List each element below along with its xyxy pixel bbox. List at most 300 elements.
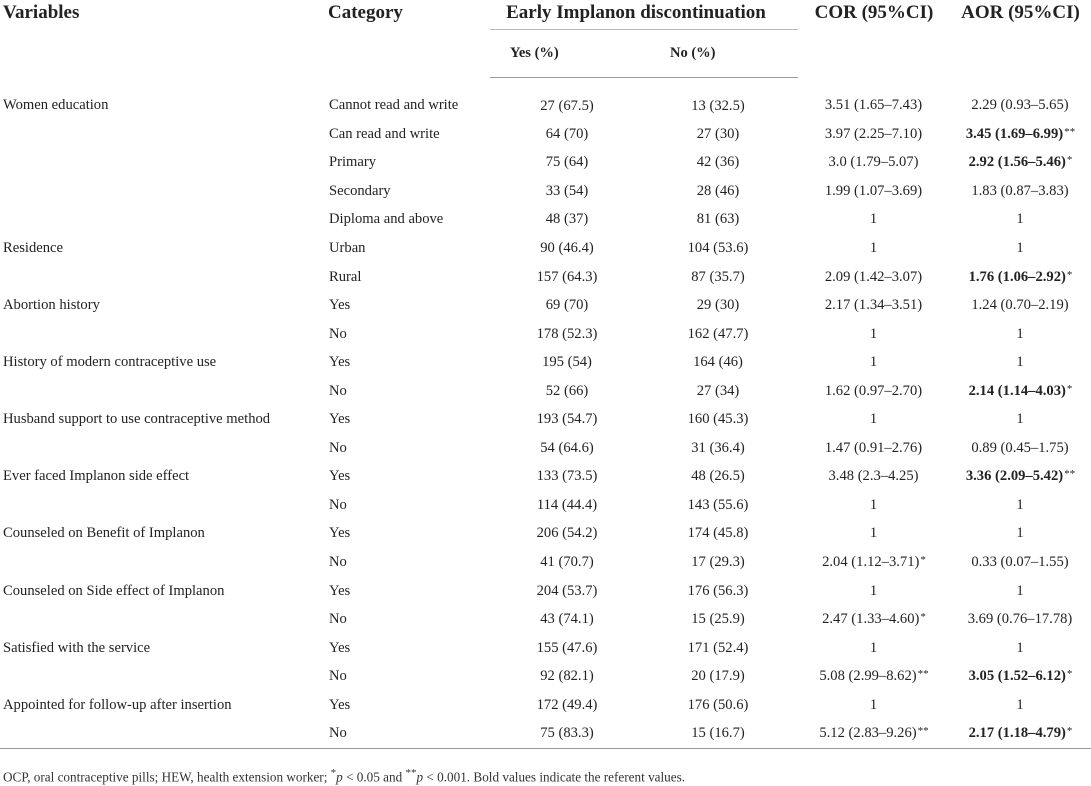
- cell-yes: [490, 662, 650, 691]
- cell-category-value: No: [329, 725, 347, 742]
- cell-no-value: 143 (55.6): [687, 496, 749, 513]
- table-row: [0, 691, 1091, 720]
- cell-cor-value: 1: [869, 582, 878, 599]
- cell-variable: [0, 605, 328, 634]
- cell-variable-value: Satisfied with the service: [3, 639, 151, 656]
- cell-no-value: 17 (29.3): [691, 553, 745, 570]
- cell-variable: [0, 348, 328, 377]
- cell-yes-value: 206 (54.2): [536, 525, 598, 542]
- cell-yes-value: 75 (64): [545, 154, 589, 171]
- cell-aor: [950, 577, 1091, 606]
- cell-no-value: 28 (46): [696, 182, 740, 199]
- cell-cor-stars: *: [920, 553, 926, 566]
- cell-category: [328, 405, 490, 434]
- cell-yes: [490, 149, 650, 178]
- table-row: [0, 719, 1091, 748]
- cell-aor: [950, 605, 1091, 634]
- cell-cor: [798, 605, 950, 634]
- footnote-star-1: *: [330, 767, 337, 779]
- table-row: [0, 577, 1091, 606]
- cell-aor-value: 1: [1016, 211, 1024, 228]
- cell-variable-value: Counseled on Benefit of Implanon: [3, 525, 205, 542]
- cell-category-value: Yes: [329, 297, 351, 314]
- cell-no: [650, 548, 798, 577]
- table-row: [0, 377, 1091, 406]
- header-yes: Yes (%): [490, 30, 650, 78]
- cell-category: [328, 149, 490, 178]
- cell-yes-value: 75 (83.3): [540, 725, 594, 742]
- cell-variable: [0, 78, 328, 121]
- cell-cor-value: 1: [869, 325, 878, 342]
- cell-no-value: 160 (45.3): [687, 411, 749, 428]
- cell-category: [328, 520, 490, 549]
- cell-cor-value: 1: [869, 639, 878, 656]
- cell-aor-value: 3.05 (1.52–6.12): [968, 668, 1066, 685]
- cell-no-value: 104 (53.6): [687, 239, 749, 256]
- table-row: [0, 548, 1091, 577]
- cell-variable: [0, 691, 328, 720]
- cell-variable: [0, 434, 328, 463]
- cell-category-value: Yes: [329, 525, 351, 542]
- cell-yes-value: 155 (47.6): [536, 639, 598, 656]
- cell-aor-value: 1: [1016, 582, 1024, 599]
- cell-cor-stars: *: [920, 611, 926, 624]
- table-row: [0, 491, 1091, 520]
- cell-category-value: Primary: [329, 154, 377, 171]
- cell-yes-value: 133 (73.5): [536, 468, 598, 485]
- cell-variable: [0, 634, 328, 663]
- cell-aor: [950, 78, 1091, 121]
- cell-aor: [950, 348, 1091, 377]
- cell-no: [650, 662, 798, 691]
- cell-aor: [950, 662, 1091, 691]
- cell-no-value: 15 (16.7): [691, 725, 745, 742]
- cell-no-value: 48 (26.5): [691, 468, 745, 485]
- cell-cor-value: 1: [869, 354, 878, 371]
- cell-no: [650, 320, 798, 349]
- cell-no: [650, 120, 798, 149]
- cell-cor-value: 5.12 (2.83–9.26): [819, 725, 917, 742]
- cell-category-value: Yes: [329, 411, 351, 428]
- cell-yes-value: 172 (49.4): [536, 696, 598, 713]
- cell-category: [328, 577, 490, 606]
- table-row: [0, 662, 1091, 691]
- cell-no-value: 87 (35.7): [691, 268, 745, 285]
- cell-aor: [950, 263, 1091, 292]
- cell-yes: [490, 177, 650, 206]
- cell-category: [328, 177, 490, 206]
- table-row: [0, 405, 1091, 434]
- table-row: [0, 291, 1091, 320]
- cell-variable: [0, 662, 328, 691]
- cell-category-value: No: [329, 439, 347, 456]
- cell-category-value: Diploma and above: [329, 211, 444, 228]
- cell-yes: [490, 377, 650, 406]
- table-body: [0, 78, 1091, 749]
- cell-category-value: No: [329, 496, 347, 513]
- table-row: [0, 120, 1091, 149]
- cell-variable: [0, 520, 328, 549]
- cell-aor-value: 3.36 (2.09–5.42): [965, 468, 1064, 485]
- cell-yes: [490, 520, 650, 549]
- cell-no-value: 174 (45.8): [687, 525, 749, 542]
- cell-category: [328, 291, 490, 320]
- cell-variable: [0, 120, 328, 149]
- header-variables: Variables: [3, 2, 80, 23]
- table-row: [0, 234, 1091, 263]
- cell-aor-value: 1: [1016, 525, 1024, 542]
- cell-variable: [0, 491, 328, 520]
- cell-cor-value: 1.99 (1.07–3.69): [824, 182, 923, 199]
- cell-variable-value: Ever faced Implanon side effect: [3, 468, 190, 485]
- cell-aor-value: 1.83 (0.87–3.83): [971, 182, 1069, 199]
- cell-variable: [0, 320, 328, 349]
- cell-aor-value: 1: [1016, 325, 1024, 342]
- cell-no: [650, 491, 798, 520]
- cell-no: [650, 234, 798, 263]
- footnote-p-2: p: [416, 769, 424, 785]
- cell-variable: [0, 206, 328, 235]
- cell-cor: [798, 520, 950, 549]
- cell-aor-value: 3.69 (0.76–17.78): [967, 611, 1073, 628]
- cell-cor: [798, 662, 950, 691]
- cell-no: [650, 605, 798, 634]
- cell-category: [328, 662, 490, 691]
- cell-category: [328, 348, 490, 377]
- cell-yes-value: 69 (70): [545, 297, 589, 314]
- cell-yes-value: 90 (46.4): [540, 239, 594, 256]
- cell-variable: [0, 177, 328, 206]
- cell-yes-value: 41 (70.7): [540, 553, 594, 570]
- cell-variable: [0, 577, 328, 606]
- cell-aor: [950, 377, 1091, 406]
- cell-no: [650, 520, 798, 549]
- cell-no-value: 176 (56.3): [687, 582, 749, 599]
- cell-aor: [950, 719, 1091, 748]
- cell-category: [328, 548, 490, 577]
- cell-yes-value: 157 (64.3): [536, 268, 598, 285]
- cell-cor: [798, 177, 950, 206]
- cell-cor-value: 2.47 (1.33–4.60): [822, 611, 920, 628]
- cell-cor: [798, 548, 950, 577]
- cell-cor: [798, 234, 950, 263]
- cell-yes-value: 52 (66): [545, 382, 589, 399]
- cell-category: [328, 719, 490, 748]
- cell-aor-value: 3.45 (1.69–6.99): [965, 125, 1064, 142]
- table-row: [0, 434, 1091, 463]
- cell-category: [328, 463, 490, 492]
- cell-yes: [490, 577, 650, 606]
- cell-aor: [950, 234, 1091, 263]
- cell-yes: [490, 320, 650, 349]
- cell-yes-value: 48 (37): [545, 211, 589, 228]
- header-category: Category: [328, 2, 403, 23]
- cell-variable: [0, 719, 328, 748]
- cell-cor-value: 2.09 (1.42–3.07): [824, 268, 923, 285]
- cell-yes-value: 178 (52.3): [536, 325, 598, 342]
- footnote-star-2: **: [405, 767, 417, 779]
- cell-aor-stars: *: [1066, 154, 1073, 167]
- cell-yes: [490, 491, 650, 520]
- cell-aor: [950, 434, 1091, 463]
- cell-aor-value: 1: [1016, 354, 1024, 371]
- cell-cor-stars: **: [917, 668, 929, 681]
- cell-cor: [798, 291, 950, 320]
- cell-variable: [0, 149, 328, 178]
- cell-no: [650, 634, 798, 663]
- cell-variable: [0, 463, 328, 492]
- cell-aor-value: 2.17 (1.18–4.79): [968, 725, 1066, 742]
- cell-cor: [798, 434, 950, 463]
- cell-no-value: 31 (36.4): [691, 439, 745, 456]
- cell-category-value: Yes: [329, 354, 351, 371]
- cell-cor: [798, 463, 950, 492]
- cell-yes: [490, 206, 650, 235]
- cell-yes-value: 114 (44.4): [536, 496, 598, 513]
- cell-category-value: Yes: [329, 639, 351, 656]
- cell-category-value: Urban: [329, 239, 366, 256]
- footnote-p-1: p: [336, 769, 343, 785]
- cell-aor: [950, 149, 1091, 178]
- cell-no-value: 162 (47.7): [687, 325, 749, 342]
- cell-cor-value: 1.47 (0.91–2.76): [824, 439, 923, 456]
- cell-aor-stars: *: [1066, 725, 1073, 738]
- cell-no-value: 29 (30): [696, 297, 740, 314]
- cell-yes-value: 193 (54.7): [536, 411, 598, 428]
- footnote-text-2: < 0.05 and: [342, 769, 406, 785]
- cell-yes-value: 64 (70): [545, 125, 589, 142]
- cell-category-value: No: [329, 382, 347, 399]
- cell-cor: [798, 263, 950, 292]
- cell-cor: [798, 691, 950, 720]
- cell-no-value: 171 (52.4): [687, 639, 749, 656]
- cell-category-value: No: [329, 553, 347, 570]
- footnote-text-1: OCP, oral contraceptive pills; HEW, health extension worker;: [3, 769, 331, 785]
- table-row: [0, 78, 1091, 121]
- cell-yes: [490, 691, 650, 720]
- cell-no-value: 15 (25.9): [691, 611, 745, 628]
- cell-yes: [490, 120, 650, 149]
- cell-no: [650, 78, 798, 121]
- cell-no: [650, 463, 798, 492]
- cell-category: [328, 691, 490, 720]
- cell-cor-value: 2.04 (1.12–3.71): [822, 553, 920, 570]
- table-row: [0, 263, 1091, 292]
- cell-category: [328, 377, 490, 406]
- cell-yes-value: 27 (67.5): [540, 97, 594, 114]
- cell-aor: [950, 405, 1091, 434]
- header-early-discontinuation: Early Implanon discontinuation: [490, 0, 798, 30]
- cell-no-value: 13 (32.5): [691, 97, 745, 114]
- cell-variable: [0, 263, 328, 292]
- cell-category-value: Yes: [329, 696, 351, 713]
- cell-cor: [798, 634, 950, 663]
- cell-yes-value: 195 (54): [542, 354, 592, 371]
- cell-aor-value: 1.24 (0.70–2.19): [971, 297, 1069, 314]
- cell-aor-stars: *: [1066, 268, 1073, 281]
- cell-variable-value: Appointed for follow-up after insertion: [3, 696, 232, 713]
- cell-cor: [798, 577, 950, 606]
- cell-cor-value: 3.97 (2.25–7.10): [824, 125, 923, 142]
- cell-cor: [798, 320, 950, 349]
- cell-cor-value: 1: [869, 525, 878, 542]
- cell-no: [650, 405, 798, 434]
- cell-no: [650, 434, 798, 463]
- cell-category-value: Yes: [329, 582, 351, 599]
- cell-category-value: Yes: [329, 468, 351, 485]
- cell-aor: [950, 691, 1091, 720]
- cell-category-value: Cannot read and write: [329, 97, 459, 114]
- cell-cor-value: 5.08 (2.99–8.62): [819, 668, 917, 685]
- footnote-text-3: < 0.001. Bold values indicate the referent values.: [423, 769, 686, 785]
- cell-yes: [490, 234, 650, 263]
- cell-yes-value: 204 (53.7): [536, 582, 598, 599]
- cell-aor: [950, 291, 1091, 320]
- cell-aor-value: 2.92 (1.56–5.46): [968, 154, 1066, 171]
- cell-yes: [490, 719, 650, 748]
- cell-no: [650, 263, 798, 292]
- cell-no: [650, 719, 798, 748]
- table-row: [0, 634, 1091, 663]
- table-row: [0, 320, 1091, 349]
- cell-variable-value: Abortion history: [3, 297, 100, 314]
- header-no: No (%): [650, 30, 798, 78]
- cell-aor-value: 1: [1016, 496, 1024, 513]
- cell-aor-value: 1: [1016, 411, 1024, 428]
- cell-yes-value: 54 (64.6): [540, 439, 594, 456]
- cell-category: [328, 605, 490, 634]
- cell-no: [650, 377, 798, 406]
- cell-cor: [798, 120, 950, 149]
- table-row: [0, 520, 1091, 549]
- cell-cor: [798, 405, 950, 434]
- cell-aor-value: 1: [1016, 696, 1024, 713]
- cell-aor: [950, 120, 1091, 149]
- cell-category: [328, 434, 490, 463]
- cell-cor: [798, 377, 950, 406]
- cell-aor-stars: **: [1064, 468, 1076, 481]
- cell-no-value: 81 (63): [696, 211, 740, 228]
- cell-no: [650, 348, 798, 377]
- cell-yes: [490, 291, 650, 320]
- cell-aor: [950, 491, 1091, 520]
- cell-aor-value: 0.89 (0.45–1.75): [971, 439, 1069, 456]
- cell-no-value: 176 (50.6): [687, 696, 749, 713]
- cell-no: [650, 206, 798, 235]
- cell-yes: [490, 348, 650, 377]
- cell-no: [650, 577, 798, 606]
- cell-no-value: 27 (30): [696, 125, 740, 142]
- table-row: [0, 206, 1091, 235]
- cell-yes-value: 33 (54): [545, 182, 589, 199]
- cell-yes: [490, 405, 650, 434]
- cell-category: [328, 234, 490, 263]
- cell-yes: [490, 263, 650, 292]
- cell-variable-value: Women education: [3, 97, 109, 114]
- cell-cor: [798, 206, 950, 235]
- cell-yes: [490, 605, 650, 634]
- cell-cor: [798, 149, 950, 178]
- cell-cor-value: 1: [869, 239, 878, 256]
- cell-yes: [490, 634, 650, 663]
- header-aor: AOR (95%CI): [961, 2, 1080, 23]
- cell-aor: [950, 463, 1091, 492]
- cell-no-value: 20 (17.9): [691, 668, 745, 685]
- cell-cor: [798, 491, 950, 520]
- cell-category-value: Secondary: [329, 182, 391, 199]
- cell-yes-value: 43 (74.1): [540, 611, 594, 628]
- cell-aor-stars: **: [1064, 125, 1076, 138]
- cell-no: [650, 177, 798, 206]
- cell-variable-value: Counseled on Side effect of Implanon: [3, 582, 225, 599]
- cell-variable: [0, 548, 328, 577]
- cell-variable-value: Residence: [3, 239, 63, 256]
- cell-no: [650, 149, 798, 178]
- cell-cor-value: 3.0 (1.79–5.07): [828, 154, 919, 171]
- cell-cor-value: 3.48 (2.3–4.25): [828, 468, 919, 485]
- cell-cor-value: 3.51 (1.65–7.43): [824, 97, 923, 114]
- cell-aor: [950, 548, 1091, 577]
- cell-cor-value: 1: [869, 211, 878, 228]
- cell-aor-value: 1.76 (1.06–2.92): [968, 268, 1066, 285]
- cell-no: [650, 291, 798, 320]
- cell-aor-value: 2.14 (1.14–4.03): [968, 382, 1066, 399]
- table-row: [0, 348, 1091, 377]
- cell-cor-value: 1: [869, 696, 878, 713]
- cell-variable: [0, 291, 328, 320]
- cell-no-value: 164 (46): [693, 354, 743, 371]
- cell-cor: [798, 348, 950, 377]
- cell-cor: [798, 719, 950, 748]
- cell-cor: [798, 78, 950, 121]
- cell-aor: [950, 177, 1091, 206]
- cell-aor-value: 0.33 (0.07–1.55): [971, 553, 1069, 570]
- cell-aor: [950, 634, 1091, 663]
- cell-category: [328, 634, 490, 663]
- cell-cor-stars: **: [917, 725, 929, 738]
- cell-yes: [490, 463, 650, 492]
- cell-yes: [490, 78, 650, 121]
- cell-category: [328, 78, 490, 121]
- cell-category: [328, 320, 490, 349]
- cell-variable-value: History of modern contraceptive use: [3, 354, 217, 371]
- cell-aor: [950, 320, 1091, 349]
- cell-variable: [0, 405, 328, 434]
- cell-no: [650, 691, 798, 720]
- cell-aor-value: 1: [1016, 639, 1024, 656]
- cell-aor: [950, 206, 1091, 235]
- cell-category: [328, 263, 490, 292]
- cell-variable: [0, 377, 328, 406]
- cell-yes: [490, 548, 650, 577]
- table-row: [0, 149, 1091, 178]
- cell-category-value: No: [329, 668, 347, 685]
- cell-no-value: 42 (36): [696, 154, 740, 171]
- cell-category-value: Rural: [329, 268, 362, 285]
- cell-category-value: No: [329, 325, 347, 342]
- cell-aor-value: 1: [1016, 239, 1024, 256]
- cell-yes: [490, 434, 650, 463]
- cell-aor-stars: *: [1066, 668, 1073, 681]
- cell-cor-value: 1: [869, 496, 878, 513]
- cell-cor-value: 1.62 (0.97–2.70): [824, 382, 923, 399]
- table-row: [0, 605, 1091, 634]
- cell-variable-value: Husband support to use contraceptive method: [3, 411, 271, 428]
- cell-category: [328, 491, 490, 520]
- cell-category-value: Can read and write: [329, 125, 440, 142]
- header-cor: COR (95%CI): [814, 2, 934, 23]
- cell-variable: [0, 234, 328, 263]
